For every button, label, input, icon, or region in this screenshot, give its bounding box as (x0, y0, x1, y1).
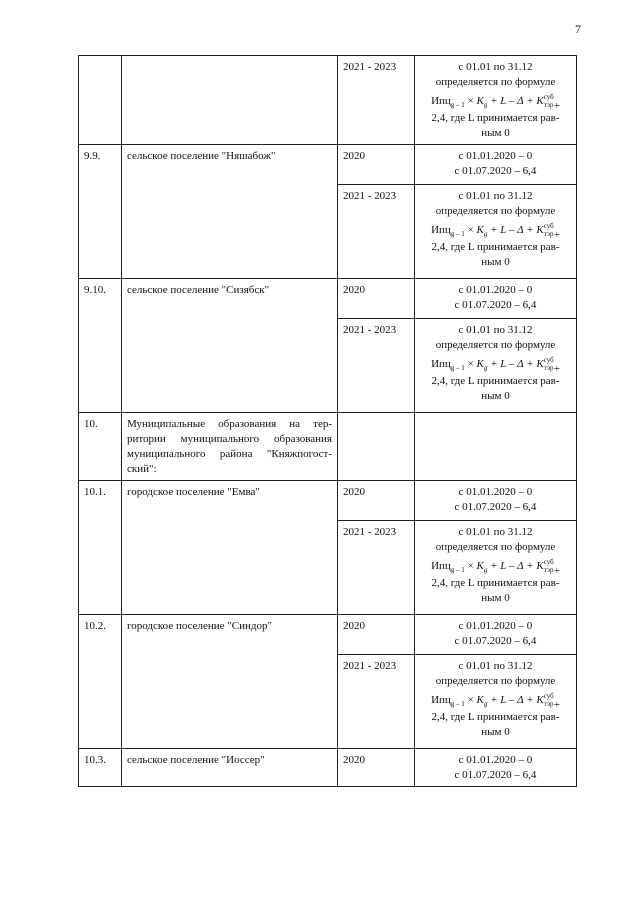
formula-subscript: g (483, 700, 488, 709)
value-cell (415, 481, 577, 521)
period-cell: 2020 (338, 615, 415, 655)
table-row (79, 145, 577, 185)
formula-ipc: Ипц (431, 224, 451, 236)
formula-ipc: Ипц (431, 694, 451, 706)
value-cell (415, 185, 577, 279)
formula (420, 221, 571, 239)
settlement-name-line: Муниципальные образования на тер- (127, 418, 332, 430)
value-july: с 01.07.2020 – 6,4 (454, 299, 537, 311)
settlement-name-line: ский": (127, 463, 157, 475)
formula-subscript: g (483, 101, 488, 110)
formula-caption: определяется по формуле (435, 675, 556, 687)
formula-times: × (464, 560, 477, 572)
formula (420, 557, 571, 575)
value-text (420, 283, 571, 313)
formula-subscript: g – 1 (450, 364, 465, 373)
formula-note: 2,4, где L принимается рав- (431, 241, 560, 253)
formula-terms: + L – Δ + (487, 224, 537, 236)
formula-note: 2,4, где L принимается рав- (431, 711, 560, 723)
row-number: 10. (79, 413, 122, 481)
formula (420, 355, 571, 373)
row-number: 9.10. (79, 279, 122, 413)
formula-times: × (464, 358, 477, 370)
formula-note: 2,4, где L принимается рав- (431, 112, 560, 124)
formula (420, 691, 571, 709)
formula-note: 2,4, где L принимается рав- (431, 577, 560, 589)
value-cell (415, 145, 577, 185)
row-number: 10.3. (79, 749, 122, 787)
row-number (79, 56, 122, 145)
formula-superscript: суб (543, 558, 554, 567)
formula-ipc: Ипц (431, 358, 451, 370)
settlement-name (122, 56, 338, 145)
formula-terms: + L – Δ + (487, 694, 537, 706)
formula-k-ter: K (536, 358, 544, 370)
formula-note-end: ным 0 (481, 726, 510, 738)
value-january: с 01.01.2020 – 0 (458, 754, 533, 766)
period-cell: 2021 - 2023 (338, 56, 415, 145)
formula-text (420, 525, 571, 606)
formula-times: × (464, 694, 477, 706)
table-body (79, 56, 577, 787)
formula-times: × (464, 224, 477, 236)
formula-subscript: g – 1 (450, 230, 465, 239)
value-january: с 01.01.2020 – 0 (458, 620, 533, 632)
period-cell: 2021 - 2023 (338, 521, 415, 615)
row-number: 10.1. (79, 481, 122, 615)
formula-subscript: тэр (543, 566, 554, 575)
table-row (79, 279, 577, 319)
period-cell: 2020 (338, 279, 415, 319)
value-cell (415, 413, 577, 481)
formula-text (420, 60, 571, 141)
formula-superscript: суб (543, 222, 554, 231)
formula-subscript: g – 1 (450, 566, 465, 575)
row-number: 9.9. (79, 145, 122, 279)
formula-note-end: ным 0 (481, 390, 510, 402)
value-july: с 01.07.2020 – 6,4 (454, 635, 537, 647)
formula-terms: + L – Δ + (487, 560, 537, 572)
formula-text (420, 323, 571, 404)
formula-plus: + (553, 699, 560, 711)
formula-note-end: ным 0 (481, 256, 510, 268)
period-range-text: с 01.01 по 31.12 (458, 660, 533, 672)
value-cell (415, 655, 577, 749)
formula-text (420, 189, 571, 270)
settlement-name-line: муниципального района "Княжпогост- (127, 448, 332, 460)
formula-subscript: g (483, 566, 488, 575)
formula-k-ter: K (536, 694, 544, 706)
formula-plus: + (553, 363, 560, 375)
value-cell (415, 279, 577, 319)
formula (420, 92, 571, 110)
period-range-text: с 01.01 по 31.12 (458, 324, 533, 336)
table-row (79, 413, 577, 481)
formula-terms: + L – Δ + (487, 358, 537, 370)
formula-plus: + (553, 229, 560, 241)
formula-k: K (476, 694, 484, 706)
formula-plus: + (553, 565, 560, 577)
period-cell: 2021 - 2023 (338, 319, 415, 413)
period-range-text: с 01.01 по 31.12 (458, 526, 533, 538)
row-number: 10.2. (79, 615, 122, 749)
formula-subscript: тэр (543, 101, 554, 110)
table-row (79, 481, 577, 521)
period-range-text: с 01.01 по 31.12 (458, 190, 533, 202)
value-cell (415, 615, 577, 655)
value-january: с 01.01.2020 – 0 (458, 284, 533, 296)
tariff-table (78, 55, 577, 787)
value-cell (415, 749, 577, 787)
settlement-name: городское поселение "Емва" (122, 481, 338, 615)
page-number: 7 (575, 22, 581, 36)
formula-superscript: суб (543, 93, 554, 102)
formula-terms: + L – Δ + (487, 95, 537, 107)
table-row (79, 56, 577, 145)
value-text (420, 753, 571, 783)
value-january: с 01.01.2020 – 0 (458, 486, 533, 498)
formula-caption: определяется по формуле (435, 76, 556, 88)
formula-subscript: g – 1 (450, 101, 465, 110)
formula-subscript: g – 1 (450, 700, 465, 709)
settlement-name: сельское поселение "Сизябск" (122, 279, 338, 413)
period-cell: 2021 - 2023 (338, 655, 415, 749)
formula-subscript: g (483, 364, 488, 373)
formula-k: K (476, 95, 484, 107)
settlement-name-line: ритории муниципального образования (127, 433, 332, 445)
formula-ipc: Ипц (431, 560, 451, 572)
formula-plus: + (553, 100, 560, 112)
formula-k-ter: K (536, 95, 544, 107)
formula-note: 2,4, где L принимается рав- (431, 375, 560, 387)
period-range-text: с 01.01 по 31.12 (458, 61, 533, 73)
formula-k: K (476, 560, 484, 572)
settlement-name: сельское поселение "Иоссер" (122, 749, 338, 787)
period-cell (338, 413, 415, 481)
formula-k: K (476, 224, 484, 236)
value-january: с 01.01.2020 – 0 (458, 150, 533, 162)
formula-caption: определяется по формуле (435, 339, 556, 351)
formula-text (420, 659, 571, 740)
value-cell (415, 521, 577, 615)
period-cell: 2020 (338, 749, 415, 787)
formula-caption: определяется по формуле (435, 205, 556, 217)
settlement-name: сельское поселение "Няшабож" (122, 145, 338, 279)
period-cell: 2020 (338, 481, 415, 521)
settlement-name: городское поселение "Синдор" (122, 615, 338, 749)
formula-times: × (464, 95, 477, 107)
value-text (420, 619, 571, 649)
formula-subscript: g (483, 230, 488, 239)
value-july: с 01.07.2020 – 6,4 (454, 501, 537, 513)
value-cell (415, 319, 577, 413)
formula-k-ter: K (536, 224, 544, 236)
value-july: с 01.07.2020 – 6,4 (454, 165, 537, 177)
formula-subscript: тэр (543, 364, 554, 373)
formula-caption: определяется по формуле (435, 541, 556, 553)
formula-subscript: тэр (543, 230, 554, 239)
formula-k: K (476, 358, 484, 370)
value-text (420, 149, 571, 179)
period-cell: 2021 - 2023 (338, 185, 415, 279)
formula-note-end: ным 0 (481, 127, 510, 139)
formula-k-ter: K (536, 560, 544, 572)
period-cell: 2020 (338, 145, 415, 185)
table-row (79, 615, 577, 655)
formula-superscript: суб (543, 692, 554, 701)
formula-ipc: Ипц (431, 95, 451, 107)
formula-subscript: тэр (543, 700, 554, 709)
formula-superscript: суб (543, 356, 554, 365)
value-july: с 01.07.2020 – 6,4 (454, 769, 537, 781)
value-cell (415, 56, 577, 145)
formula-note-end: ным 0 (481, 592, 510, 604)
value-text (420, 485, 571, 515)
table-row (79, 749, 577, 787)
settlement-name (122, 413, 338, 481)
